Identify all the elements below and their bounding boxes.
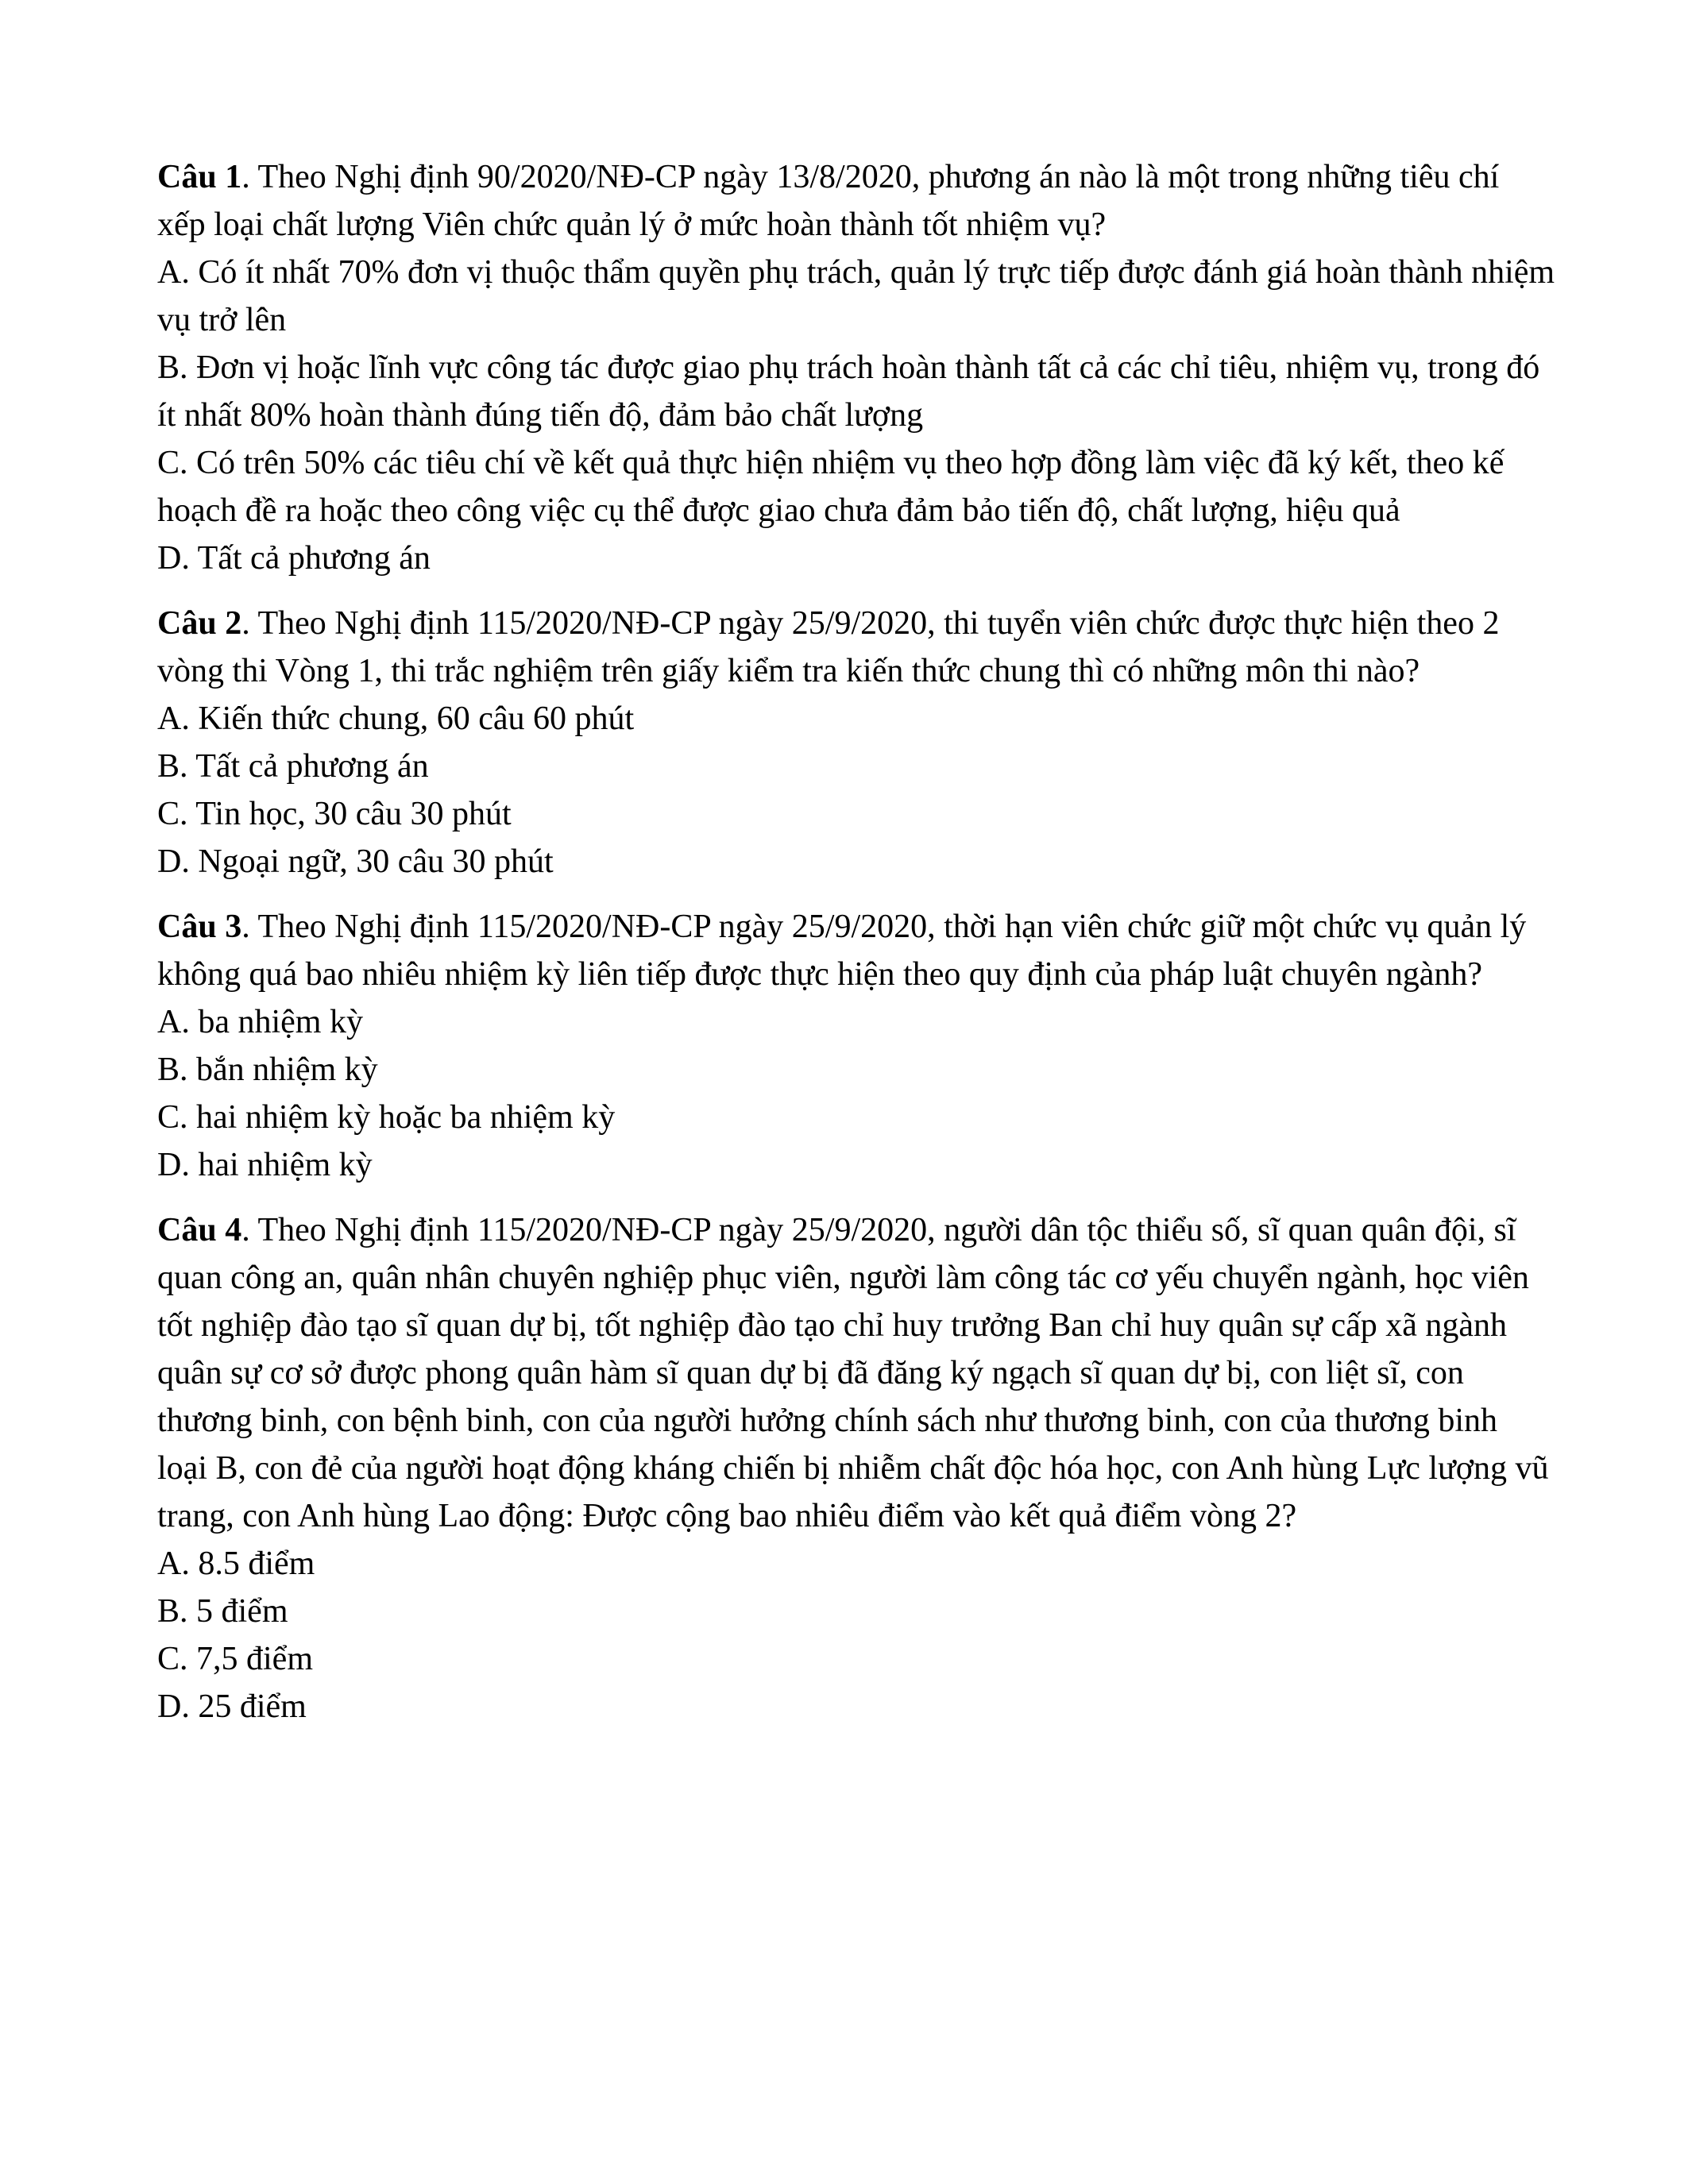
question-stem (157, 1206, 1555, 1540)
answer-option-a: A. Kiến thức chung, 60 câu 60 phút (157, 700, 635, 737)
question-3 (157, 903, 1555, 1189)
answer-option-a: A. ba nhiệm kỳ (157, 1004, 363, 1040)
answer-option-a: A. 8.5 điểm (157, 1545, 315, 1582)
question-2 (157, 600, 1555, 886)
question-label: Câu 1 (157, 159, 242, 195)
question-text: . Theo Nghị định 115/2020/NĐ-CP ngày 25/9/2020, thời hạn viên chức giữ một chức vụ quản lý không quá bao nhiêu nhiệm kỳ liên tiếp được thực hiện theo quy định của pháp luật chuyên ngành? (157, 909, 1527, 993)
answer-option-b: B. Đơn vị hoặc lĩnh vực công tác được giao phụ trách hoàn thành tất cả các chỉ tiêu, nhiệm vụ, trong đó ít nhất 80% hoàn thành đúng tiến độ, đảm bảo chất lượng (157, 349, 1540, 434)
question-stem (157, 903, 1555, 998)
question-text: . Theo Nghị định 115/2020/NĐ-CP ngày 25/9/2020, thi tuyển viên chức được thực hiện theo 2 vòng thi Vòng 1, thi trắc nghiệm trên giấy kiểm tra kiến thức chung thì có những môn thi nào? (157, 605, 1500, 689)
answer-option-c: C. Có trên 50% các tiêu chí về kết quả thực hiện nhiệm vụ theo hợp đồng làm việc đã ký kết, theo kế hoạch đề ra hoặc theo công việc cụ thể được giao chưa đảm bảo tiến độ, chất lượng, hiệu quả (157, 445, 1505, 529)
answer-option-c: C. 7,5 điểm (157, 1641, 313, 1677)
answer-option-c: C. hai nhiệm kỳ hoặc ba nhiệm kỳ (157, 1099, 616, 1136)
question-text: . Theo Nghị định 90/2020/NĐ-CP ngày 13/8/2020, phương án nào là một trong những tiêu chí xếp loại chất lượng Viên chức quản lý ở mức hoàn thành tốt nhiệm vụ? (157, 159, 1500, 243)
answer-option-d: D. Ngoại ngữ, 30 câu 30 phút (157, 843, 554, 880)
answer-option-d: D. Tất cả phương án (157, 540, 431, 577)
answer-option-c: C. Tin học, 30 câu 30 phút (157, 796, 512, 832)
answer-option-b: B. bắn nhiệm kỳ (157, 1051, 378, 1088)
question-label: Câu 2 (157, 605, 242, 642)
question-1 (157, 153, 1555, 582)
answer-option-d: D. hai nhiệm kỳ (157, 1147, 373, 1183)
question-stem (157, 153, 1555, 249)
question-label: Câu 4 (157, 1212, 242, 1248)
answer-option-b: B. 5 điểm (157, 1593, 288, 1630)
question-stem (157, 600, 1555, 695)
answer-option-a: A. Có ít nhất 70% đơn vị thuộc thẩm quyền phụ trách, quản lý trực tiếp được đánh giá hoàn thành nhiệm vụ trở lên (157, 254, 1555, 338)
question-text: . Theo Nghị định 115/2020/NĐ-CP ngày 25/9/2020, người dân tộc thiểu số, sĩ quan quân đội, sĩ quan công an, quân nhân chuyên nghiệp phục viên, người làm công tác cơ yếu chuyển ngành, học viên tốt nghiệp đào tạo sĩ quan dự bị, tốt nghiệp đào tạo chỉ huy trưởng Ban chỉ huy quân sự cấp xã ngành quân sự cơ sở được phong quân hàm sĩ quan dự bị đã đăng ký ngạch sĩ quan dự bị, con liệt sĩ, con thương binh, con bệnh binh, con của người hưởng chính sách như thương binh, con của thương binh loại B, con đẻ của người hoạt động kháng chiến bị nhiễm chất độc hóa học, con Anh hùng Lực lượng vũ trang, con Anh hùng Lao động: Được cộng bao nhiêu điểm vào kết quả điểm vòng 2? (157, 1212, 1549, 1534)
question-4 (157, 1206, 1555, 1731)
answer-option-d: D. 25 điểm (157, 1688, 307, 1725)
answer-option-b: B. Tất cả phương án (157, 748, 429, 785)
document-page (157, 153, 1555, 1748)
question-label: Câu 3 (157, 909, 242, 945)
